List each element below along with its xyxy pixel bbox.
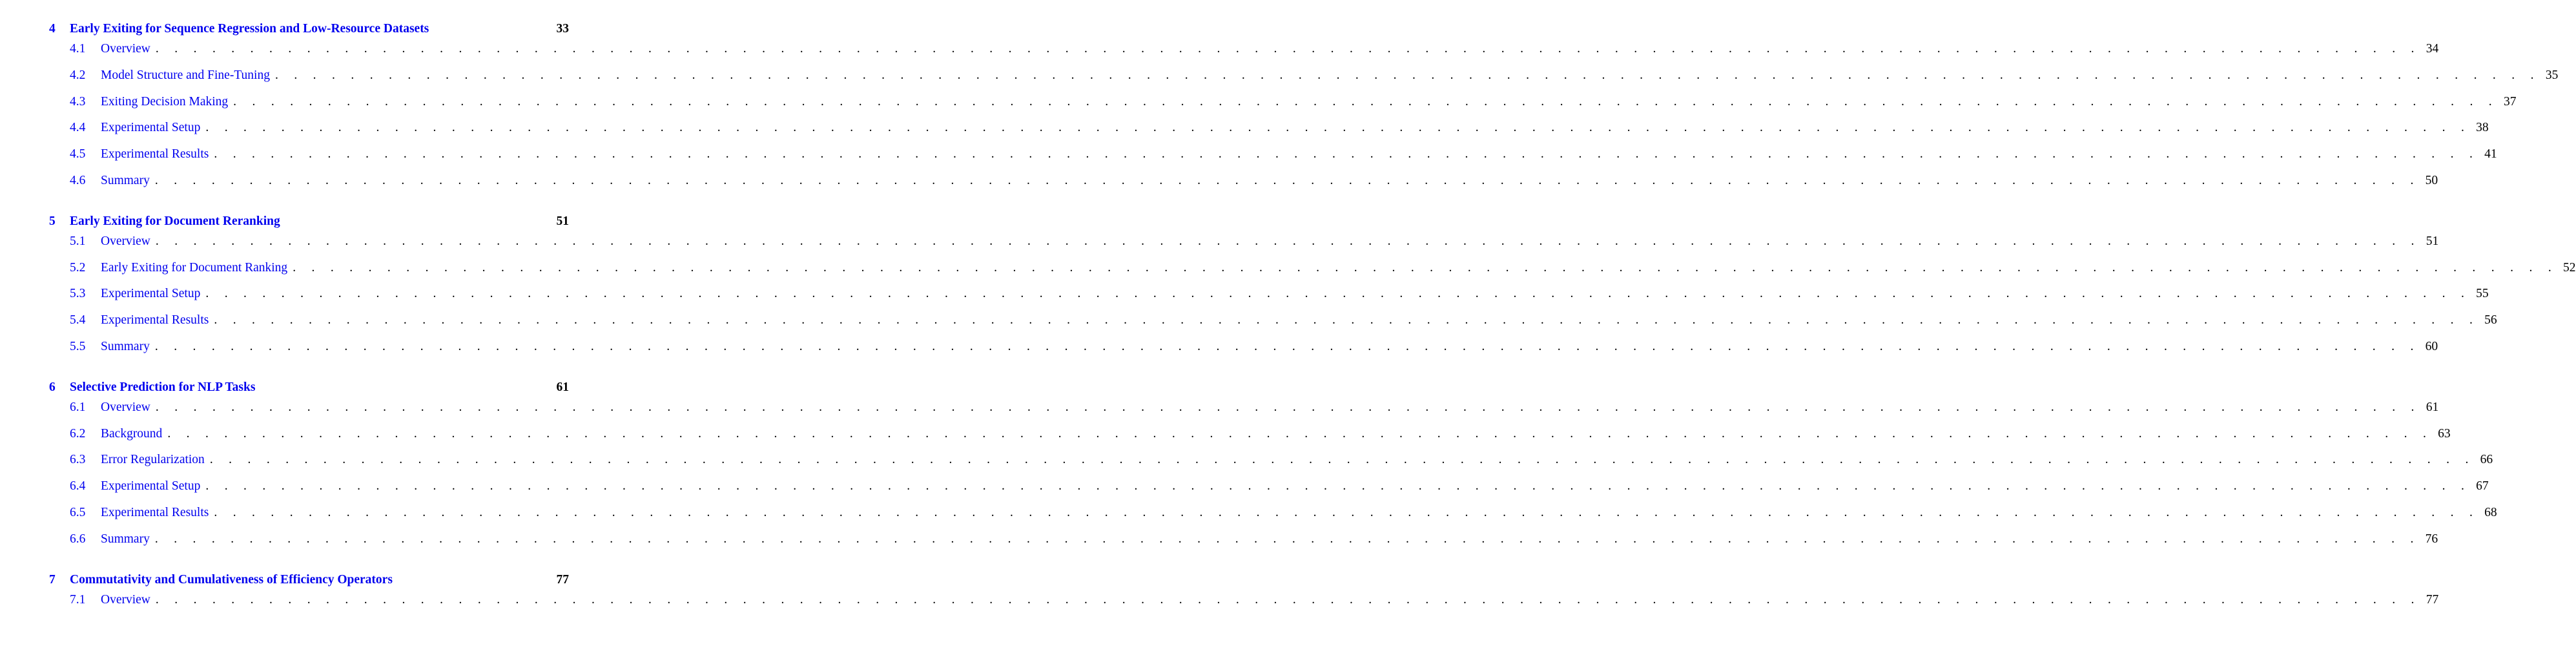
section-entry-link[interactable]	[49, 287, 2489, 313]
section-entry-link[interactable]	[49, 121, 2489, 147]
section-number: 4.2	[70, 68, 86, 82]
dot-leader: . . . . . . . . . . . . . . . . . . . . . . . . . . . . . . . . . . . . . . . . . . . . . . . . . . . . . . . . . . . . . . . . . . . . . . . . . . . . . . . . . . . . . . . . . . . . . . . . . . . . . . . . . . . . . . . . . . . . . . . .	[154, 532, 2420, 546]
dot-leader: . . . . . . . . . . . . . . . . . . . . . . . . . . . . . . . . . . . . . . . . . . . . . . . . . . . . . . . . . . . . . . . . . . . . . . . . . . . . . . . . . . . . . . . . . . . . . . . . . . . . . . . . . . . . . . . . . . . . . . . .	[154, 339, 2420, 353]
section-title: Experimental Setup	[101, 121, 201, 135]
section-page-number: 51	[2426, 234, 2439, 248]
section-title: Model Structure and Fine-Tuning	[101, 68, 270, 82]
section-title: Overview	[101, 234, 150, 248]
section-page-number: 35	[2545, 68, 2559, 82]
toc-chapter	[49, 572, 2439, 619]
section-entry-link[interactable]	[49, 147, 2497, 174]
toc-chapter	[49, 380, 2497, 559]
section-entry-link[interactable]	[49, 94, 2517, 121]
chapter-title: Early Exiting for Sequence Regression and Low-Resource Datasets	[70, 22, 429, 36]
section-page-number: 76	[2425, 532, 2438, 546]
section-number: 5.2	[70, 260, 86, 275]
chapter-entry-link[interactable]	[49, 380, 569, 400]
section-number: 6.4	[70, 479, 86, 494]
section-number: 5.4	[70, 313, 86, 328]
chapter-entry-link[interactable]	[49, 22, 569, 42]
dot-leader: . . . . . . . . . . . . . . . . . . . . . . . . . . . . . . . . . . . . . . . . . . . . . . . . . . . . . . . . . . . . . . . . . . . . . . . . . . . . . . . . . . . . . . . . . . . . . . . . . . . . . . . . . . . . . . . . . . . . . . . .	[155, 234, 2421, 248]
dot-leader: . . . . . . . . . . . . . . . . . . . . . . . . . . . . . . . . . . . . . . . . . . . . . . . . . . . . . . . . . . . . . . . . . . . . . . . . . . . . . . . . . . . . . . . . . . . . . . . . . . . . . . . . . . . . . . . . . . . . . . . .	[214, 147, 2479, 161]
section-title: Overview	[101, 592, 150, 607]
dot-leader: . . . . . . . . . . . . . . . . . . . . . . . . . . . . . . . . . . . . . . . . . . . . . . . . . . . . . . . . . . . . . . . . . . . . . . . . . . . . . . . . . . . . . . . . . . . . . . . . . . . . . . . . . . . . . . . . . . . . . . . .	[154, 173, 2420, 187]
toc-chapter	[49, 22, 2559, 200]
dot-leader: . . . . . . . . . . . . . . . . . . . . . . . . . . . . . . . . . . . . . . . . . . . . . . . . . . . . . . . . . . . . . . . . . . . . . . . . . . . . . . . . . . . . . . . . . . . . . . . . . . . . . . . . . . . . . . . . . . . . . . . .	[205, 287, 2471, 301]
section-number: 7.1	[70, 592, 86, 607]
chapter-entry-link[interactable]	[49, 214, 569, 234]
section-page-number: 63	[2438, 426, 2451, 441]
section-entry-link[interactable]	[49, 479, 2489, 506]
chapter-title: Commutativity and Cumulativeness of Efficiency Operators	[70, 572, 393, 587]
chapter-number: 7	[49, 572, 56, 587]
section-title: Summary	[101, 339, 150, 353]
section-page-number: 61	[2426, 400, 2439, 414]
dot-leader: . . . . . . . . . . . . . . . . . . . . . . . . . . . . . . . . . . . . . . . . . . . . . . . . . . . . . . . . . . . . . . . . . . . . . . . . . . . . . . . . . . . . . . . . . . . . . . . . . . . . . . . . . . . . . . . . . . . . . . . .	[205, 121, 2471, 135]
dot-leader: . . . . . . . . . . . . . . . . . . . . . . . . . . . . . . . . . . . . . . . . . . . . . . . . . . . . . . . . . . . . . . . . . . . . . . . . . . . . . . . . . . . . . . . . . . . . . . . . . . . . . . . . . . . . . . . . . . . . . . . .	[205, 479, 2471, 494]
section-page-number: 77	[2426, 592, 2439, 607]
section-number: 6.2	[70, 426, 86, 441]
section-title: Exiting Decision Making	[101, 94, 229, 109]
section-number: 6.3	[70, 453, 86, 467]
section-entry-link[interactable]	[49, 173, 2438, 200]
section-number: 6.6	[70, 532, 86, 546]
section-page-number: 56	[2484, 313, 2497, 328]
section-entry-link[interactable]	[49, 400, 2439, 427]
section-number: 6.1	[70, 400, 86, 414]
dot-leader: . . . . . . . . . . . . . . . . . . . . . . . . . . . . . . . . . . . . . . . . . . . . . . . . . . . . . . . . . . . . . . . . . . . . . . . . . . . . . . . . . . . . . . . . . . . . . . . . . . . . . . . . . . . . . . . . . . . . . . . .	[209, 453, 2475, 467]
section-page-number: 38	[2476, 121, 2489, 135]
section-title: Background	[101, 426, 163, 441]
section-number: 4.1	[70, 42, 86, 56]
chapter-entry-link[interactable]	[49, 573, 569, 593]
section-title: Experimental Setup	[101, 287, 201, 301]
section-entry-link[interactable]	[49, 339, 2438, 366]
dot-leader: . . . . . . . . . . . . . . . . . . . . . . . . . . . . . . . . . . . . . . . . . . . . . . . . . . . . . . . . . . . . . . . . . . . . . . . . . . . . . . . . . . . . . . . . . . . . . . . . . . . . . . . . . . . . . . . . . . . . . . . .	[214, 313, 2479, 328]
section-title: Error Regularization	[101, 453, 205, 467]
chapter-number: 6	[49, 380, 56, 394]
section-page-number: 37	[2503, 94, 2517, 109]
dot-leader: . . . . . . . . . . . . . . . . . . . . . . . . . . . . . . . . . . . . . . . . . . . . . . . . . . . . . . . . . . . . . . . . . . . . . . . . . . . . . . . . . . . . . . . . . . . . . . . . . . . . . . . . . . . . . . . . . . . . . . . .	[214, 505, 2479, 519]
section-title: Experimental Results	[101, 147, 209, 161]
section-title: Summary	[101, 532, 150, 546]
section-title: Overview	[101, 42, 150, 56]
dot-leader: . . . . . . . . . . . . . . . . . . . . . . . . . . . . . . . . . . . . . . . . . . . . . . . . . . . . . . . . . . . . . . . . . . . . . . . . . . . . . . . . . . . . . . . . . . . . . . . . . . . . . . . . . . . . . . . . . . . . . . . .	[155, 592, 2421, 607]
chapter-title: Selective Prediction for NLP Tasks	[70, 380, 256, 394]
dot-leader: . . . . . . . . . . . . . . . . . . . . . . . . . . . . . . . . . . . . . . . . . . . . . . . . . . . . . . . . . . . . . . . . . . . . . . . . . . . . . . . . . . . . . . . . . . . . . . . . . . . . . . . . . . . . . . . . . . . . . . . .	[293, 260, 2558, 275]
chapter-number: 4	[49, 22, 56, 36]
dot-leader: . . . . . . . . . . . . . . . . . . . . . . . . . . . . . . . . . . . . . . . . . . . . . . . . . . . . . . . . . . . . . . . . . . . . . . . . . . . . . . . . . . . . . . . . . . . . . . . . . . . . . . . . . . . . . . . . . . . . . . . .	[155, 400, 2421, 414]
chapter-page-number: 61	[556, 380, 569, 394]
section-number: 5.5	[70, 339, 86, 353]
section-entry-link[interactable]	[49, 234, 2439, 261]
chapter-page-number: 33	[556, 22, 569, 36]
section-page-number: 67	[2476, 479, 2489, 494]
chapter-number: 5	[49, 214, 56, 228]
section-title: Summary	[101, 173, 150, 187]
toc-chapter	[49, 214, 2576, 366]
section-title: Experimental Results	[101, 505, 209, 519]
dot-leader: . . . . . . . . . . . . . . . . . . . . . . . . . . . . . . . . . . . . . . . . . . . . . . . . . . . . . . . . . . . . . . . . . . . . . . . . . . . . . . . . . . . . . . . . . . . . . . . . . . . . . . . . . . . . . . . . . . . . . . . .	[233, 94, 2499, 109]
section-page-number: 60	[2425, 339, 2438, 353]
section-title: Experimental Setup	[101, 479, 201, 494]
section-number: 4.4	[70, 121, 86, 135]
section-entry-link[interactable]	[49, 260, 2576, 287]
section-number: 5.3	[70, 287, 86, 301]
section-entry-link[interactable]	[49, 426, 2451, 453]
section-title: Experimental Results	[101, 313, 209, 328]
section-page-number: 66	[2480, 453, 2493, 467]
section-entry-link[interactable]	[49, 453, 2493, 479]
chapter-page-number: 51	[556, 214, 569, 228]
section-number: 4.6	[70, 173, 86, 187]
section-page-number: 55	[2476, 287, 2489, 301]
section-title: Early Exiting for Document Ranking	[101, 260, 288, 275]
section-number: 5.1	[70, 234, 86, 248]
section-page-number: 50	[2425, 173, 2438, 187]
chapter-page-number: 77	[556, 572, 569, 587]
table-of-contents	[49, 22, 2576, 633]
section-number: 4.3	[70, 94, 86, 109]
section-page-number: 34	[2426, 42, 2439, 56]
section-entry-link[interactable]	[49, 505, 2497, 532]
dot-leader: . . . . . . . . . . . . . . . . . . . . . . . . . . . . . . . . . . . . . . . . . . . . . . . . . . . . . . . . . . . . . . . . . . . . . . . . . . . . . . . . . . . . . . . . . . . . . . . . . . . . . . . . . . . . . . . . . . . . . . . .	[167, 426, 2433, 441]
section-number: 4.5	[70, 147, 86, 161]
dot-leader: . . . . . . . . . . . . . . . . . . . . . . . . . . . . . . . . . . . . . . . . . . . . . . . . . . . . . . . . . . . . . . . . . . . . . . . . . . . . . . . . . . . . . . . . . . . . . . . . . . . . . . . . . . . . . . . . . . . . . . . .	[274, 68, 2540, 82]
section-entry-link[interactable]	[49, 592, 2439, 619]
section-title: Overview	[101, 400, 150, 414]
section-page-number: 52	[2563, 260, 2576, 275]
section-page-number: 41	[2484, 147, 2497, 161]
section-number: 6.5	[70, 505, 86, 519]
section-entry-link[interactable]	[49, 68, 2559, 95]
section-entry-link[interactable]	[49, 532, 2438, 559]
section-page-number: 68	[2484, 505, 2497, 519]
chapter-title: Early Exiting for Document Reranking	[70, 214, 280, 228]
section-entry-link[interactable]	[49, 42, 2439, 68]
section-entry-link[interactable]	[49, 313, 2497, 340]
dot-leader: . . . . . . . . . . . . . . . . . . . . . . . . . . . . . . . . . . . . . . . . . . . . . . . . . . . . . . . . . . . . . . . . . . . . . . . . . . . . . . . . . . . . . . . . . . . . . . . . . . . . . . . . . . . . . . . . . . . . . . . .	[155, 42, 2421, 56]
